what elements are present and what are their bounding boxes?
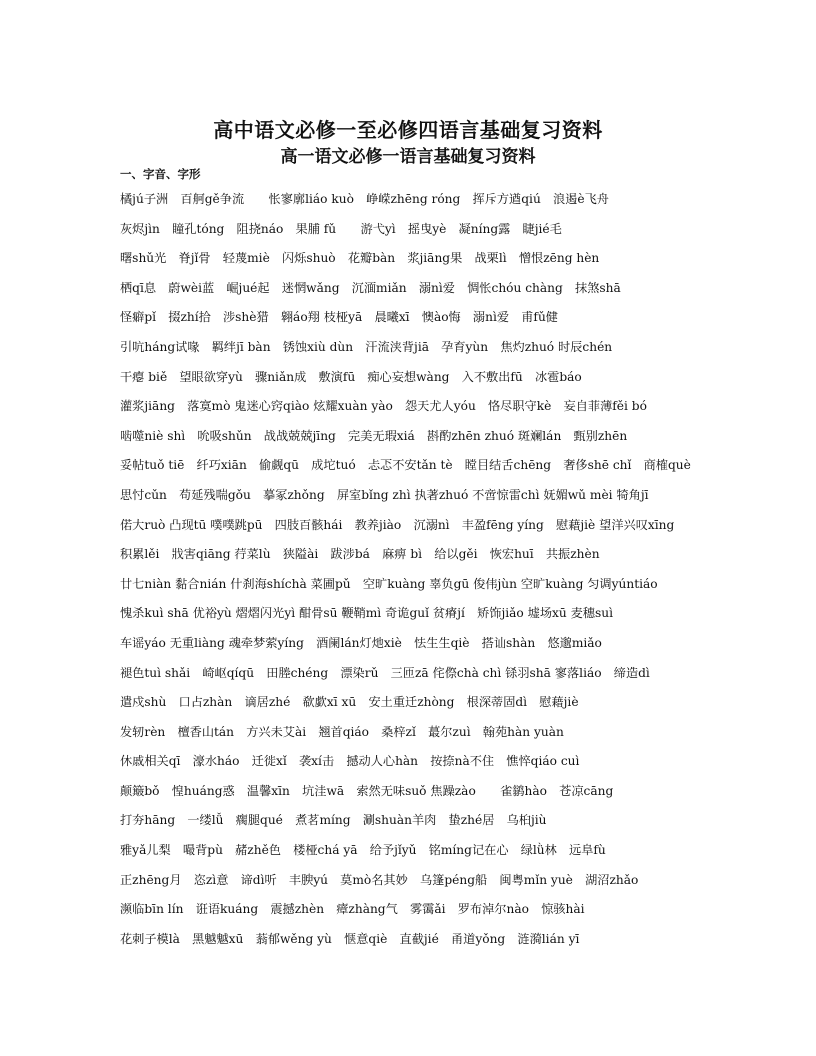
- vocab-line: 濒临bīn lín 诳语kuáng 震撼zhèn 瘴zhàng气 雾霭ǎi 罗布淖尔nào 惊骇hài: [120, 902, 585, 917]
- vocab-line: 打夯hāng 一缕lǚ 瘸腿qué 煮茗míng 涮shuàn羊肉 蛰zhé居 乌桕jiù: [120, 813, 547, 828]
- vocab-line: 发轫rèn 檀香山tán 方兴未艾ài 翘首qiáo 桑梓zǐ 蕞尔zuì 翰苑hàn yuàn: [120, 724, 564, 739]
- vocab-line: 褪色tuì shǎi 崎岖qíqū 田塍chéng 漂染rǔ 三匝zā 侘傺chà chì 铩羽shā 寥落liáo 缔造dì: [120, 665, 650, 680]
- vocab-line: 花刺子模là 黑魆魆xū 蓊郁wěng yù 惬意qiè 直截jié 甬道yǒng 涟漪lián yī: [120, 931, 580, 946]
- document-title: 高中语文必修一至必修四语言基础复习资料: [213, 118, 603, 142]
- vocab-line: 妥帖tuǒ tiē 纤巧xiān 偷觑qū 成坨tuó 忐忑不安tǎn tè 瞠目结舌chēng 奢侈shē chǐ 商榷què: [120, 458, 691, 473]
- vocab-line: 偌大ruò 凸现tū 噗噗跳pū 四肢百骸hái 教养jiào 沉溺nì 丰盈fēng yíng 慰藉jiè 望洋兴叹xīng: [120, 517, 675, 532]
- vocab-line: 引吭háng试喙 羁绊jī bàn 锈蚀xiù dùn 汗流浃背jiā 孕育yùn 焦灼zhuó 时辰chén: [120, 339, 613, 354]
- vocab-line: 栖qī息 蔚wèi蓝 崛jué起 迷惘wǎng 沉湎miǎn 溺nì爱 惆怅chóu chàng 抹煞shā: [120, 280, 621, 295]
- vocab-lines: [120, 188, 700, 957]
- vocab-line: 雅yǎ儿梨 嘬背pù 赭zhě色 楼桠chá yā 给予jǐyǔ 铭míng记在心 绿lǜ林 远阜fù: [120, 843, 606, 858]
- document-subtitle: 高一语文必修一语言基础复习资料: [280, 147, 536, 167]
- vocab-line: 廿七niàn 黏合nián 什刹海shíchà 菜圃pǔ 空旷kuàng 辜负gū 俊伟jùn 空旷kuàng 匀调yúntiáo: [120, 576, 658, 591]
- vocab-line: 车谣yáo 无重liàng 魂牵梦萦yíng 酒阑lán灯灺xiè 怯生生qiè 搭讪shàn 悠邈miǎo: [120, 635, 602, 650]
- vocab-line: 颠簸bǒ 惶huáng惑 温馨xīn 坑洼wā 索然无味suǒ 焦躁zào 雀鹟hào 苍凉cāng: [120, 783, 614, 798]
- vocab-line: 干瘪 biě 望眼欲穿yù 骤niǎn成 敷演fū 痴心妄想wàng 入不敷出fū 冰雹báo: [120, 369, 582, 384]
- vocab-line: 积累lěi 戕害qiāng 荇菜lù 狭隘ài 跋涉bá 麻痹 bì 给以gěi 恢宏huī 共振zhèn: [120, 547, 600, 562]
- vocab-line: 橘jú子洲 百舸gě争流 怅寥廓liáo kuò 峥嵘zhēng róng 挥斥方遒qiú 浪遏è飞舟: [120, 192, 609, 206]
- vocab-line: 遣戍shù 口占zhàn 谪居zhé 欷歔xī xū 安土重迁zhòng 根深蒂固dì 慰藉jiè: [120, 695, 579, 710]
- section-heading: 一、字音、字形: [120, 167, 201, 181]
- vocab-line: 正zhēng月 恣zì意 谛dì听 丰腴yú 莫mò名其妙 乌篷péng船 闽粤mǐn yuè 湖沼zhǎo: [120, 872, 639, 887]
- vocab-line: 啮噬niè shì 吮吸shǔn 战战兢兢jīng 完美无瑕xiá 斟酌zhēn zhuó 斑斓lán 甄别zhēn: [120, 428, 628, 443]
- vocab-line: 怪癖pǐ 掇zhí拾 涉shè猎 翱áo翔 枝桠yā 晨曦xī 懊ào悔 溺nì爱 甫fǔ健: [120, 310, 558, 325]
- vocab-line: 愧杀kuì shā 优裕yù 熠熠闪光yì 酣骨sū 鞭鞘mì 奇诡guǐ 贫瘠jí 矫饰jiǎo 墟场xū 麦穗suì: [120, 606, 613, 621]
- vocab-line: 休戚相关qī 濠水háo 迁徙xǐ 袭xí击 撼动人心hàn 按捺nà不住 憔悴qiáo cuì: [120, 754, 580, 769]
- vocab-line: 灰烬jìn 瞳孔tóng 阻挠náo 果脯 fǔ 游弋yì 摇曳yè 凝níng露 睫jié毛: [120, 221, 562, 236]
- vocab-line: 灌浆jiāng 落寞mò 鬼迷心窍qiào 炫耀xuàn yào 怨天尤人yóu 恪尽职守kè 妄自菲薄fěi bó: [120, 399, 647, 414]
- vocab-line: 思忖cǔn 苟延残喘gǒu 摹冢zhǒng 屏室bǐng zhì 执著zhuó 不啻惊雷chì 妩媚wǔ mèi 犄角jī: [120, 487, 649, 502]
- vocab-line: 曙shǔ光 脊jǐ骨 轻蔑miè 闪烁shuò 花瓣bàn 浆jiāng果 战栗lì 憎恨zēng hèn: [120, 251, 600, 266]
